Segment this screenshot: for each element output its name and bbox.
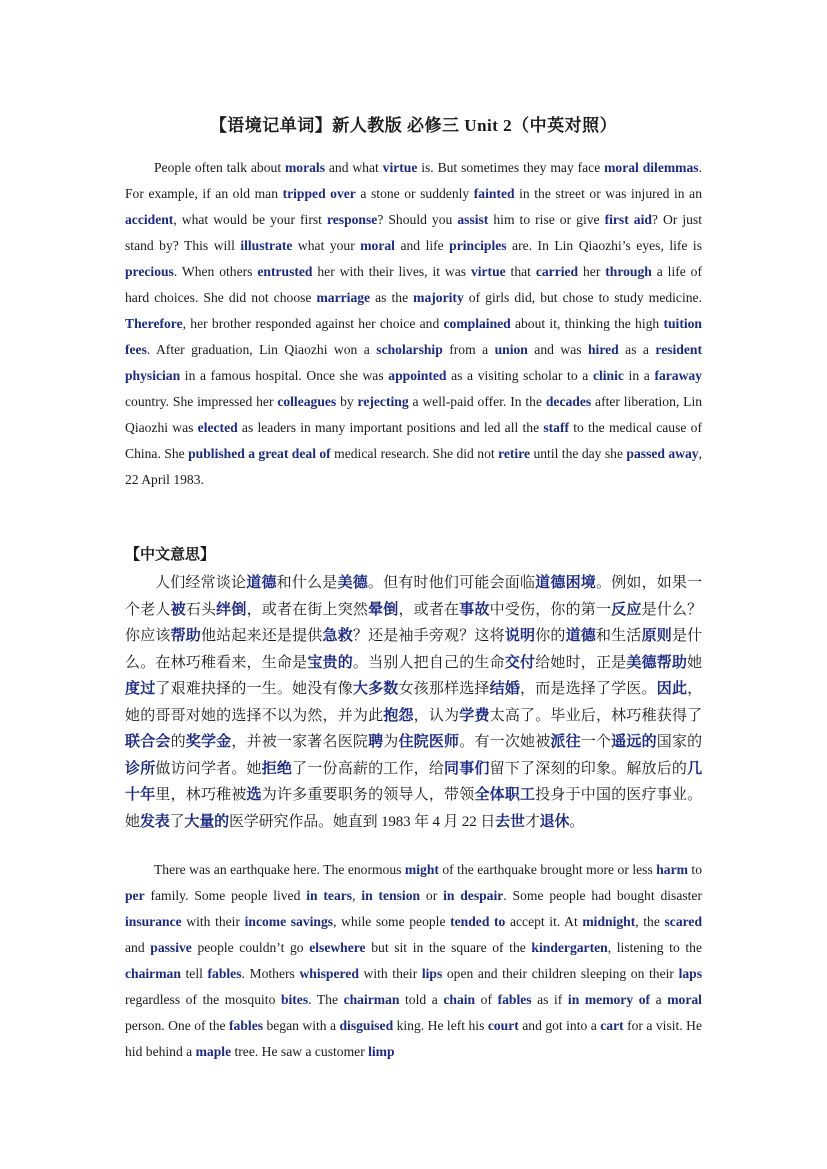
keyword: 几十年 — [125, 760, 702, 803]
text-run: from a — [442, 342, 495, 357]
text-run: by — [336, 394, 358, 409]
keyword: 交付 — [504, 654, 536, 671]
text-run: 里，林巧稚被 — [155, 787, 247, 803]
keyword: majority — [413, 290, 464, 305]
text-run: as if — [531, 992, 568, 1007]
keyword: might — [404, 862, 439, 877]
keyword: 拒绝 — [261, 760, 293, 777]
english-passage-1 — [125, 155, 702, 493]
text-run: a — [650, 992, 668, 1007]
text-run: 女孩那样选择 — [398, 681, 490, 697]
keyword: passive — [150, 940, 192, 955]
text-run: are. In Lin Qiaozhi’s eyes, life is — [506, 238, 702, 253]
text-run: 和生活 — [595, 628, 642, 644]
keyword: 同事们 — [444, 760, 490, 777]
keyword: tension — [378, 888, 421, 903]
text-run: her — [578, 264, 606, 279]
keyword: 美德帮助 — [626, 654, 688, 671]
text-run: family. Some people lived — [144, 888, 307, 903]
text-run: . After graduation, Lin Qiaozhi won a — [146, 342, 377, 357]
text-run: her with their lives, it was — [312, 264, 471, 279]
text-run: as a — [618, 342, 656, 357]
text-run: 他站起来还是提供 — [200, 628, 323, 644]
keyword: whispered — [299, 966, 359, 981]
keyword: 派往 — [550, 734, 581, 750]
text-run: 国家的 — [656, 734, 702, 750]
keyword: a great deal of — [248, 446, 331, 461]
keyword: 发表 — [139, 813, 170, 830]
text-run: , her brother responded against her choice and — [182, 316, 444, 331]
keyword: 因此 — [656, 681, 688, 697]
keyword: elected — [197, 420, 238, 435]
text-run: and got into a — [518, 1018, 601, 1033]
text-run: and — [125, 940, 151, 955]
text-run: People often talk about — [154, 160, 285, 175]
keyword: complained — [443, 316, 511, 331]
text-run: with their — [358, 966, 422, 981]
keyword: morals — [284, 160, 325, 175]
text-run: country. She impressed her — [125, 394, 278, 409]
keyword: scholarship — [376, 342, 443, 357]
text-run: 。 — [569, 813, 585, 830]
text-run: 是什么。在林巧稚看来，生命是 — [125, 628, 702, 671]
text-run: 了艰难抉择的一生。她没有像 — [155, 681, 353, 697]
text-run: 了 — [169, 813, 185, 830]
keyword: published — [188, 446, 245, 461]
text-run: of — [475, 992, 498, 1007]
keyword: 度过 — [125, 681, 156, 697]
keyword: per — [125, 888, 145, 903]
text-run: . The — [308, 992, 344, 1007]
keyword: cart — [600, 1018, 624, 1033]
keyword: chain — [443, 992, 476, 1007]
text-run: ？还是袖手旁观？这将 — [352, 628, 505, 644]
keyword: 道德 — [246, 575, 277, 591]
keyword: bites — [280, 992, 309, 1007]
text-run: to — [687, 862, 702, 877]
keyword: accident — [125, 212, 174, 227]
keyword: fainted — [473, 186, 515, 201]
text-run: and life — [394, 238, 450, 253]
keyword: staff — [543, 420, 570, 435]
keyword: precious — [125, 264, 174, 279]
keyword: 帮助 — [170, 628, 201, 644]
keyword: 美德 — [337, 575, 368, 591]
keyword: 聘 — [368, 734, 384, 750]
keyword: lips — [421, 966, 443, 981]
keyword: colleagues — [277, 394, 337, 409]
keyword: illustrate — [240, 238, 293, 253]
keyword: clinic — [592, 368, 624, 383]
keyword: moral — [667, 992, 702, 1007]
text-run: told a — [399, 992, 444, 1007]
keyword: tended to — [450, 914, 506, 929]
keyword: 绊倒 — [216, 601, 247, 618]
text-run: , what would be your first — [173, 212, 327, 227]
text-run: as a visiting scholar to a — [446, 368, 593, 383]
text-run: him to rise or give — [488, 212, 605, 227]
english-passage-2 — [125, 857, 702, 1065]
keyword: 事故 — [459, 601, 490, 618]
keyword: in — [361, 888, 373, 903]
text-run: with their — [181, 914, 245, 929]
text-run: 的 — [170, 734, 186, 750]
text-run: ，而是选择了学医。 — [520, 681, 657, 697]
text-run: 和什么是 — [276, 575, 338, 591]
keyword: disguised — [339, 1018, 394, 1033]
keyword: fables — [497, 992, 532, 1007]
keyword: 选 — [246, 787, 262, 803]
page-title: 【语境记单词】新人教版 必修三 Unit 2（中英对照） — [209, 116, 618, 135]
keyword: 退休 — [539, 813, 570, 830]
keyword: court — [487, 1018, 519, 1033]
keyword: 道德困境 — [535, 575, 596, 591]
keyword: limp — [368, 1044, 395, 1059]
keyword: 奖学金 — [185, 734, 232, 750]
text-run: and was — [527, 342, 588, 357]
keyword: 道德 — [565, 628, 596, 644]
keyword: maple — [195, 1044, 232, 1059]
text-run: a well-paid offer. In the — [408, 394, 546, 409]
keyword: 联合会 — [125, 734, 171, 750]
text-run: began with a — [263, 1018, 340, 1033]
chinese-passage-1 — [125, 570, 702, 835]
text-run: 石头 — [185, 601, 217, 618]
text-run: 留下了深刻的印象。解放后的 — [489, 760, 688, 777]
text-run: . Some people had bought disaster — [503, 888, 702, 903]
chinese-meaning-heading: 【中文意思】 — [125, 547, 216, 563]
keyword: scared — [664, 914, 703, 929]
keyword: elsewhere — [309, 940, 366, 955]
text-run: , the — [635, 914, 665, 929]
text-run: but sit in the square of the — [365, 940, 532, 955]
text-run: 她 — [687, 654, 702, 671]
text-run: or — [420, 888, 444, 903]
keyword: 诊所 — [125, 760, 156, 777]
text-run: 。但有时他们可能会面临 — [367, 575, 536, 591]
text-run: tell — [180, 966, 208, 981]
text-run: . For example, if an old man — [125, 160, 702, 201]
keyword: rejecting — [357, 394, 409, 409]
text-run: to the medical cause of China. She — [125, 420, 702, 461]
keyword: 大量的 — [184, 813, 229, 830]
text-run: 。例如，如果一个老人 — [125, 575, 703, 618]
text-run: ，她的哥哥对她的选择不以为然，并为此 — [125, 681, 702, 724]
text-run: 人们经常谈论 — [155, 575, 247, 591]
text-run: of the earthquake brought more or less — [438, 862, 657, 877]
keyword: 住院医师 — [398, 734, 460, 750]
keyword: faraway — [654, 368, 703, 383]
keyword: principles — [449, 238, 507, 253]
text-run: for a visit. He hid behind a — [125, 1018, 703, 1059]
text-run: 。当别人把自己的生命 — [352, 654, 505, 671]
text-run: open and their children sleeping on their — [442, 966, 679, 981]
text-run: medical research. She did not — [330, 446, 499, 461]
text-run: is. But sometimes they may face — [417, 160, 605, 175]
keyword: in memory of — [567, 992, 651, 1007]
text-run: 为许多重要职务的领导人，带领 — [261, 787, 475, 803]
keyword: 学费 — [459, 707, 490, 724]
text-run: ? Or just stand by? This will — [125, 212, 702, 253]
text-run: in a — [623, 368, 655, 383]
text-run: person. One of the — [125, 1018, 230, 1033]
text-run: , — [352, 888, 362, 903]
text-run: 中受伤，你的第一 — [489, 601, 612, 618]
keyword: 全体职工 — [474, 787, 536, 803]
keyword: carried — [535, 264, 579, 279]
text-run: 做访问学者。她 — [155, 760, 262, 777]
keyword: fables — [229, 1018, 264, 1033]
text-run: 太高了。毕业后，林巧稚获得了 — [489, 707, 702, 724]
text-run: , listening to the — [607, 940, 702, 955]
keyword: first aid — [604, 212, 652, 227]
keyword: through — [605, 264, 652, 279]
text-run: . Mothers — [241, 966, 300, 981]
keyword: 抱怨 — [383, 707, 414, 724]
text-run: and what — [325, 160, 383, 175]
keyword: laps — [678, 966, 702, 981]
keyword: moral — [360, 238, 395, 253]
keyword: in despair — [443, 888, 504, 903]
keyword: Therefore — [125, 316, 183, 331]
keyword: harm — [656, 862, 688, 877]
text-run: ，或者在 — [398, 601, 460, 618]
text-run: tree. He saw a customer — [231, 1044, 369, 1059]
keyword: midnight — [582, 914, 636, 929]
keyword: income savings — [244, 914, 334, 929]
keyword: in tears — [306, 888, 353, 903]
text-run: 投身于中国的医疗事业。她 — [125, 787, 703, 830]
keyword: assist — [457, 212, 489, 227]
keyword: fables — [207, 966, 242, 981]
text-run: that — [505, 264, 536, 279]
text-run: 了一份高薪的工作，给 — [292, 760, 445, 777]
keyword: 急救 — [322, 628, 353, 644]
text-run: 一个 — [580, 734, 612, 750]
keyword: 遥远的 — [611, 734, 657, 750]
text-run: , while some people — [333, 914, 451, 929]
text-run: king. He left his — [393, 1018, 488, 1033]
text-run: 为 — [383, 734, 399, 750]
text-run: 。有一次她被 — [459, 734, 551, 750]
text-run: There was an earthquake here. The enormous — [154, 862, 405, 877]
text-run: ，或者在街上突然 — [246, 601, 369, 618]
keyword: tripped over — [282, 186, 356, 201]
text-run: 是什么？你应该 — [125, 601, 702, 644]
text-run: people couldn’t go — [191, 940, 310, 955]
text-run: 你的 — [535, 628, 566, 644]
text-run: as the — [370, 290, 414, 305]
keyword: moral dilemmas — [604, 160, 699, 175]
keyword: 说明 — [504, 628, 536, 644]
text-run: what your — [292, 238, 361, 253]
text-run: after liberation, Lin Qiaozhi was — [125, 394, 703, 435]
text-run: of girls did, but chose to study medicine. — [463, 290, 702, 305]
keyword: virtue — [382, 160, 418, 175]
keyword: hired — [587, 342, 619, 357]
keyword: 去世 — [495, 813, 525, 830]
text-run: 才 — [524, 813, 540, 830]
keyword: union — [494, 342, 528, 357]
text-run: in the street or was injured in an — [514, 186, 702, 201]
keyword: 大多数 — [352, 681, 399, 697]
keyword: 宝贵的 — [307, 654, 353, 671]
keyword: kindergarten — [531, 940, 608, 955]
text-run: , 22 April 1983. — [125, 446, 702, 487]
text-run: a stone or suddenly — [355, 186, 474, 201]
keyword: insurance — [125, 914, 182, 929]
keyword: 原则 — [641, 628, 672, 644]
text-run: 给她时，正是 — [535, 654, 627, 671]
keyword: response — [326, 212, 378, 227]
text-run: until the day she — [530, 446, 627, 461]
text-run: accept it. At — [505, 914, 583, 929]
text-run: ? Should you — [377, 212, 458, 227]
text-run: regardless of the mosquito — [125, 992, 281, 1007]
text-run: as leaders in many important positions and led all the — [237, 420, 544, 435]
keyword: passed away — [626, 446, 699, 461]
keyword: 反应 — [611, 601, 642, 618]
keyword: virtue — [470, 264, 506, 279]
keyword: decades — [545, 394, 592, 409]
keyword: entrusted — [257, 264, 313, 279]
keyword: 被 — [170, 601, 186, 618]
keyword: 结婚 — [489, 681, 521, 697]
text-run: ，认为 — [413, 707, 460, 724]
text-run: in a famous hospital. Once she was — [180, 368, 389, 383]
keyword: chairman — [343, 992, 400, 1007]
keyword: retire — [498, 446, 531, 461]
keyword: appointed — [388, 368, 447, 383]
text-run: 医学研究作品。她直到 1983 年 4 月 22 日 — [228, 813, 496, 830]
keyword: marriage — [316, 290, 371, 305]
text-run: . When others — [173, 264, 258, 279]
text-run: a life of hard choices. She did not choose — [125, 264, 703, 305]
text-run: about it, thinking the high — [510, 316, 664, 331]
keyword: resident physician — [125, 342, 702, 383]
keyword: tuition fees — [125, 316, 702, 357]
text-run: ，并被一家著名医院 — [231, 734, 369, 750]
keyword: 晕倒 — [368, 601, 399, 618]
keyword: chairman — [125, 966, 181, 981]
